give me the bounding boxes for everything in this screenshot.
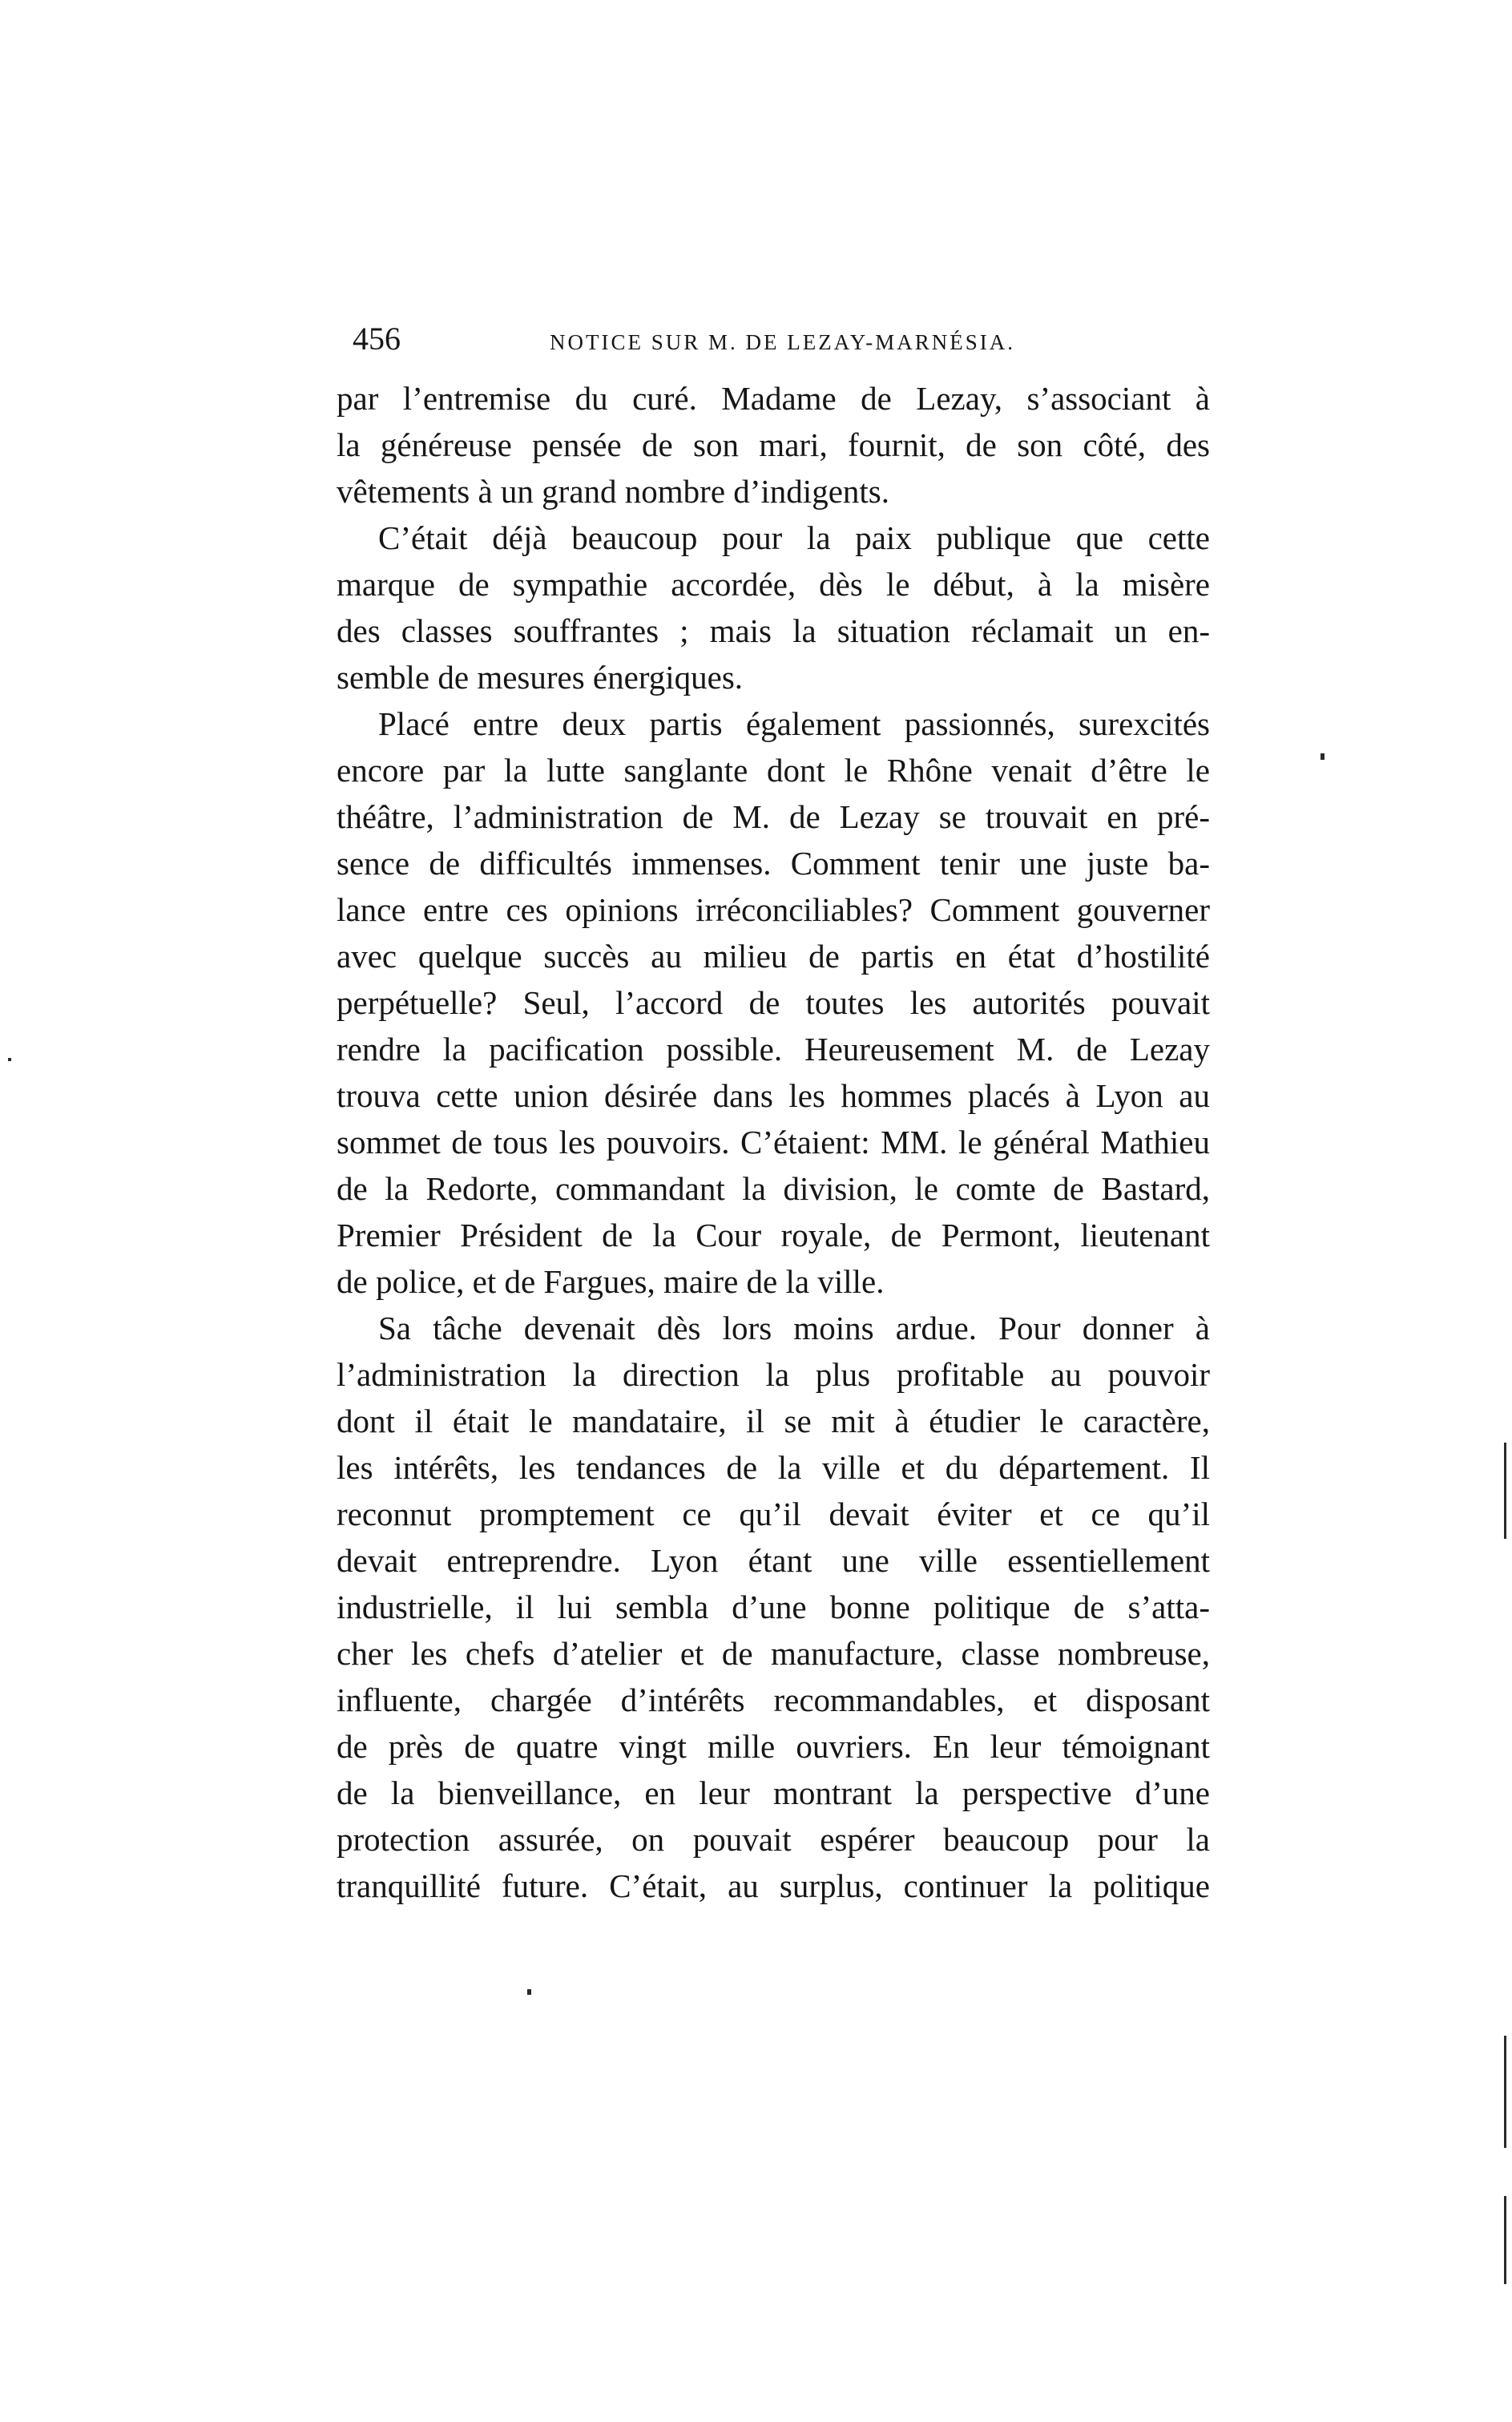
scan-speck xyxy=(8,1058,11,1061)
text-line: théâtre, l’administration de M. de Lezay se trouvait en pré- xyxy=(337,798,1210,835)
body-text xyxy=(337,375,1210,1909)
scan-speck xyxy=(1320,753,1325,760)
text-line: par l’entremise du curé. Madame de Lezay, s’associant à xyxy=(337,380,1210,417)
scan-speck xyxy=(527,1989,531,1995)
text-line: sence de difficultés immenses. Comment tenir une juste ba- xyxy=(337,845,1210,882)
text-line: vêtements à un grand nombre d’indigents. xyxy=(337,473,889,510)
scan-edge-line xyxy=(1504,2196,1506,2284)
text-line: de près de quatre vingt mille ouvriers. En leur témoignant xyxy=(337,1728,1210,1765)
text-line: marque de sympathie accordée, dès le début, à la misère xyxy=(337,566,1210,603)
text-line: devait entreprendre. Lyon étant une ville essentiellement xyxy=(337,1542,1210,1579)
text-line: avec quelque succès au milieu de partis en état d’hostilité xyxy=(337,938,1210,975)
text-line: encore par la lutte sanglante dont le Rhône venait d’être le xyxy=(337,752,1210,789)
text-line: la généreuse pensée de son mari, fournit, de son côté, des xyxy=(337,426,1210,463)
scan-edge-line xyxy=(1504,2036,1506,2148)
running-head xyxy=(353,319,1202,359)
text-line: sommet de tous les pouvoirs. C’étaient: MM. le général Mathieu xyxy=(337,1124,1210,1161)
text-line: tranquillité future. C’était, au surplus, continuer la politique xyxy=(337,1867,1210,1904)
text-line: reconnut promptement ce qu’il devait éviter et ce qu’il xyxy=(337,1496,1210,1532)
text-line: lance entre ces opinions irréconciliables? Comment gouverner xyxy=(337,891,1210,928)
text-line: Premier Président de la Cour royale, de Permont, lieutenant xyxy=(337,1217,1210,1253)
paragraph-start-line: Sa tâche devenait dès lors moins ardue. Pour donner à xyxy=(378,1310,1210,1346)
text-line: industrielle, il lui sembla d’une bonne politique de s’atta- xyxy=(337,1588,1210,1625)
text-line: des classes souffrantes ; mais la situation réclamait un en- xyxy=(337,612,1210,649)
paragraph-start-line: C’était déjà beaucoup pour la paix publique que cette xyxy=(378,519,1210,556)
text-line: de la Redorte, commandant la division, le comte de Bastard, xyxy=(337,1170,1210,1207)
text-line: de police, et de Fargues, maire de la ville. xyxy=(337,1263,885,1300)
text-line: trouva cette union désirée dans les hommes placés à Lyon au xyxy=(337,1077,1210,1114)
text-line: l’administration la direction la plus profitable au pouvoir xyxy=(337,1356,1210,1393)
text-line: protection assurée, on pouvait espérer beaucoup pour la xyxy=(337,1821,1210,1858)
paragraph-start-line: Placé entre deux partis également passionnés, surexcités xyxy=(378,705,1210,742)
text-line: de la bienveillance, en leur montrant la perspective d’une xyxy=(337,1774,1210,1811)
scan-edge-line xyxy=(1504,1443,1506,1539)
text-line: influente, chargée d’intérêts recommandables, et disposant xyxy=(337,1681,1210,1718)
running-title: NOTICE SUR M. DE LEZAY-MARNÉSIA. xyxy=(550,330,1016,354)
text-line: les intérêts, les tendances de la ville et du département. Il xyxy=(337,1449,1210,1486)
text-line: rendre la pacification possible. Heureusement M. de Lezay xyxy=(337,1031,1210,1068)
text-line: cher les chefs d’atelier et de manufacture, classe nombreuse, xyxy=(337,1635,1210,1672)
page-number: 456 xyxy=(353,321,401,357)
text-line: perpétuelle? Seul, l’accord de toutes les autorités pouvait xyxy=(337,984,1210,1021)
text-line: semble de mesures énergiques. xyxy=(337,659,744,696)
text-line: dont il était le mandataire, il se mit à étudier le caractère, xyxy=(337,1403,1210,1439)
